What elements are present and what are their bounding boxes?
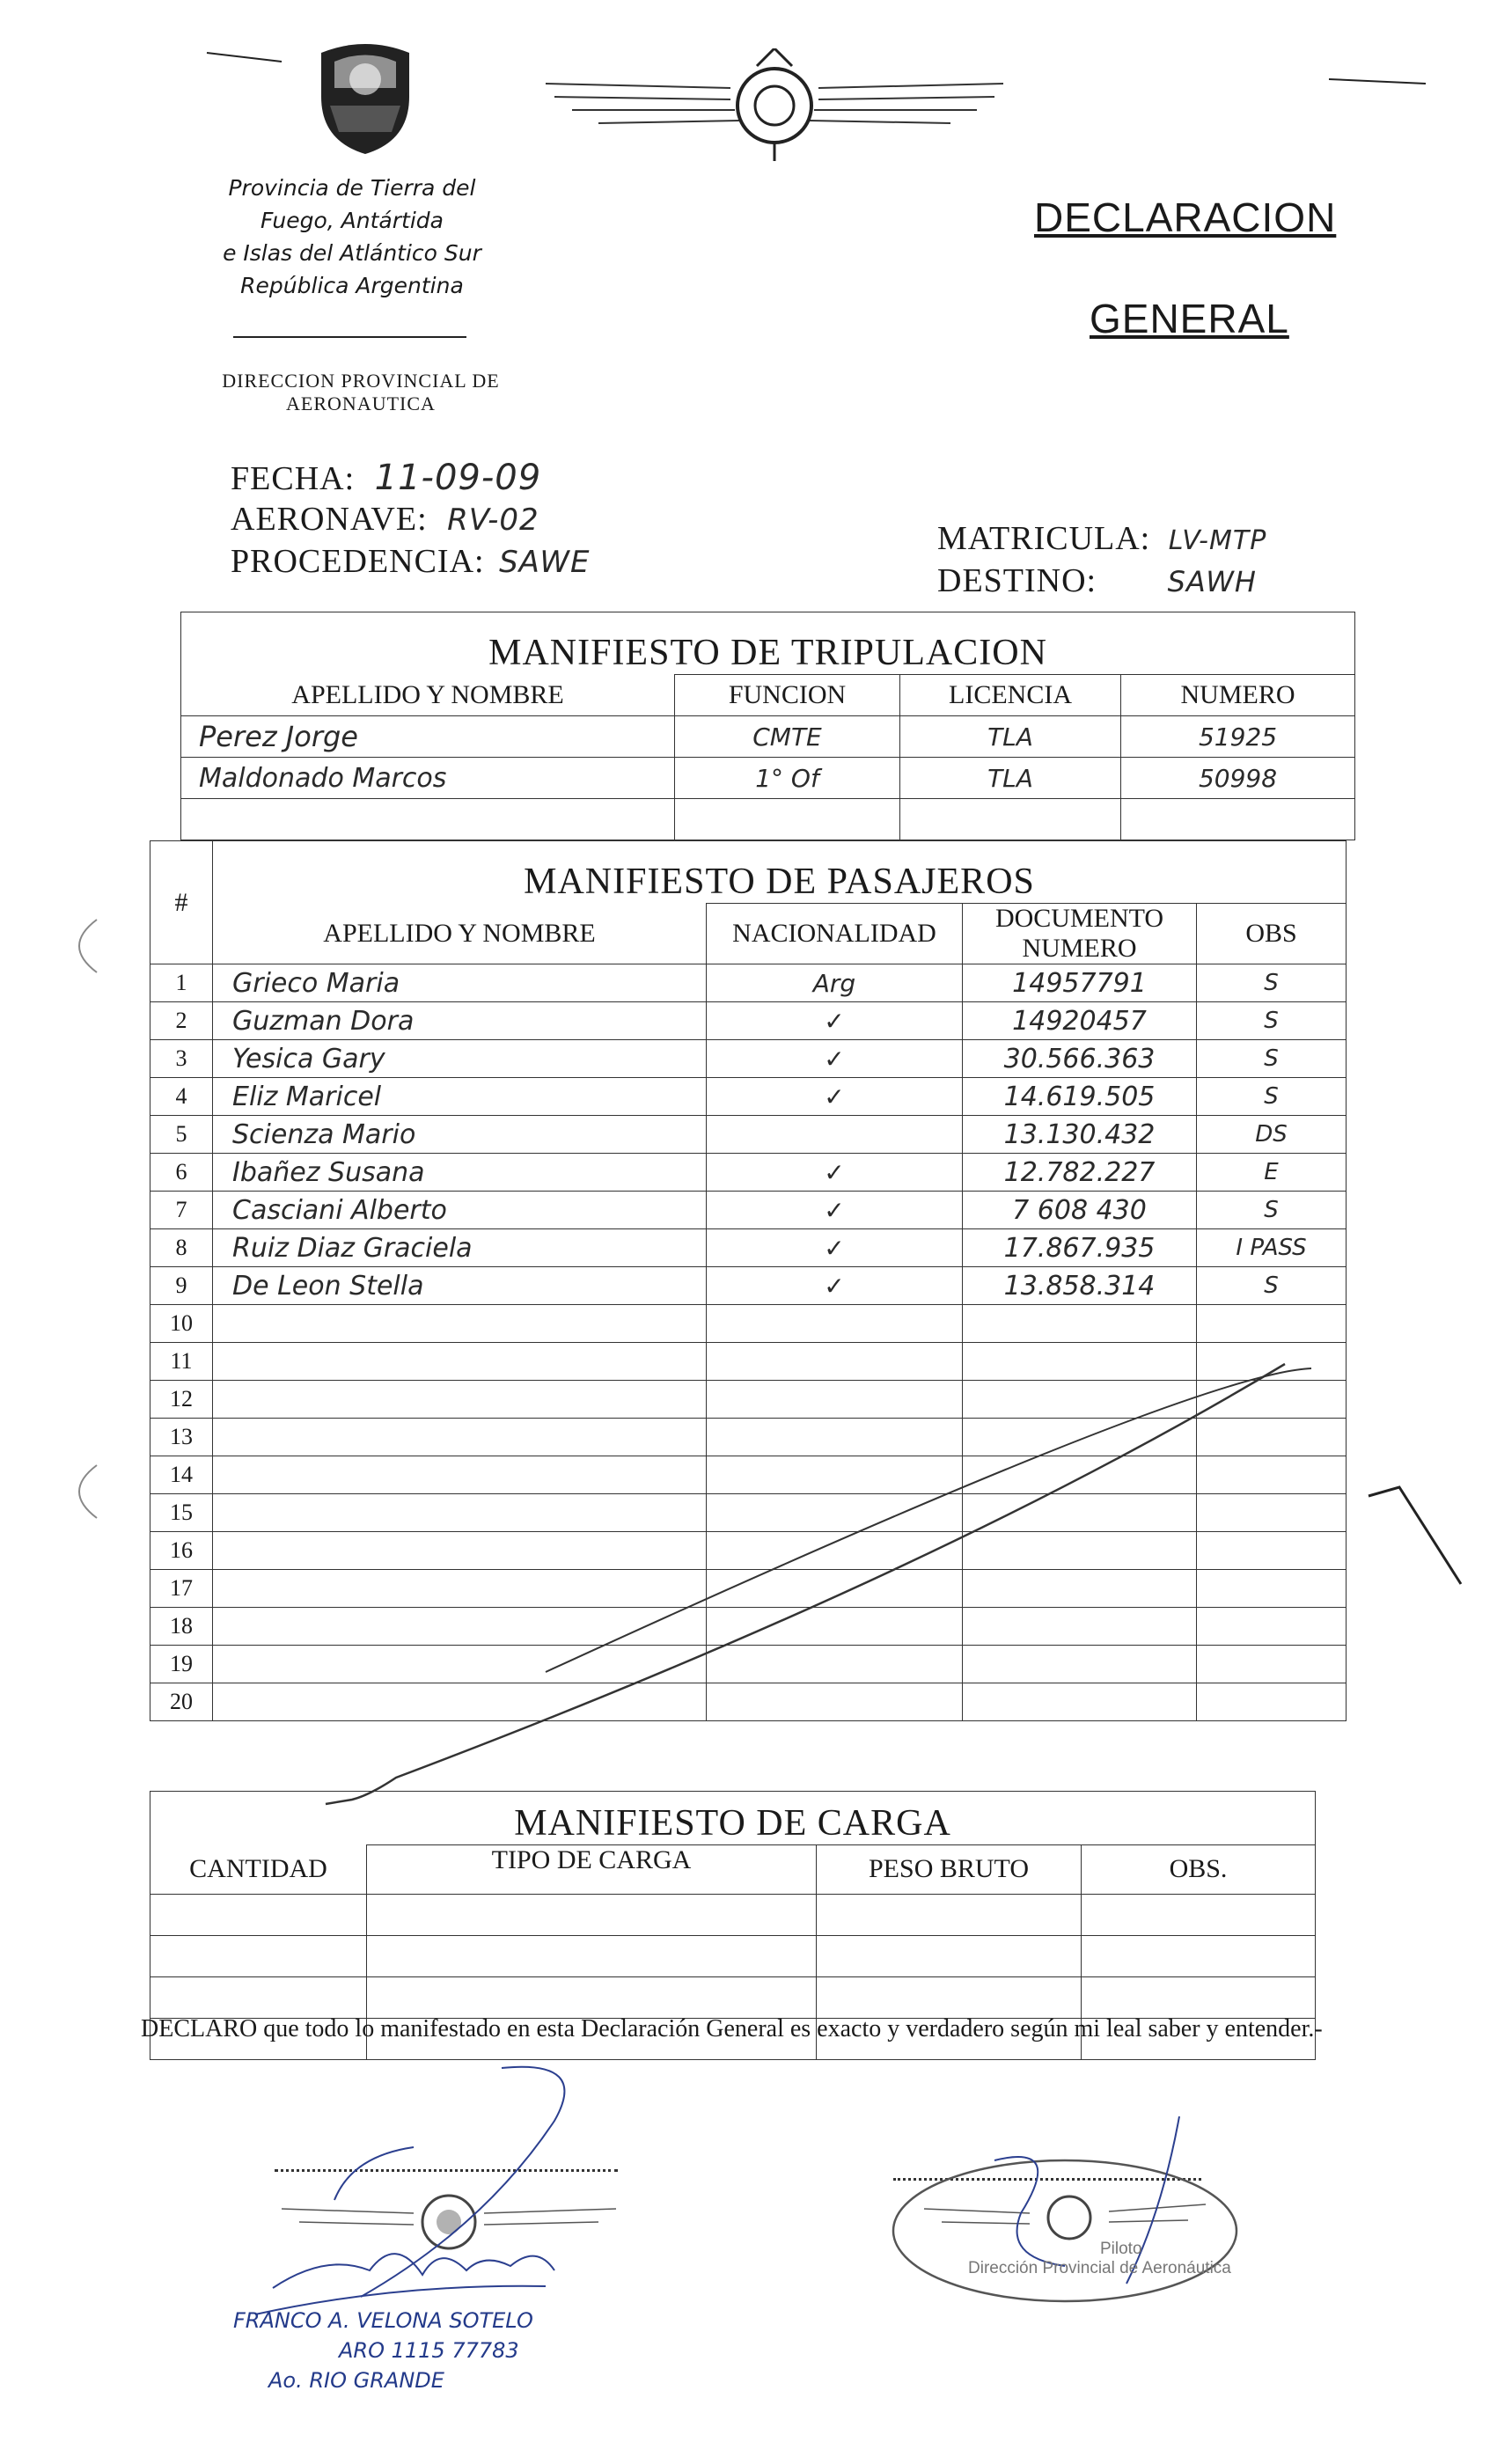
pax-nacionalidad: Arg xyxy=(707,964,963,1002)
direction-text xyxy=(176,370,546,415)
procedencia-label: PROCEDENCIA: xyxy=(231,543,485,580)
destino-value: SAWH xyxy=(1167,565,1257,598)
pax-nacionalidad: ✓ xyxy=(707,1267,963,1305)
pax-nacionalidad: ✓ xyxy=(707,1154,963,1192)
pilot-stamp xyxy=(889,2108,1250,2319)
pax-index: 5 xyxy=(150,1116,213,1154)
crew-numero: 51925 xyxy=(1121,716,1355,758)
pax-name: Grieco Maria xyxy=(213,964,707,1002)
matricula-row xyxy=(937,519,1266,558)
signer-details xyxy=(233,2306,533,2395)
pilot-stamp-text xyxy=(968,2240,1231,2278)
pax-documento: 13.130.432 xyxy=(963,1116,1197,1154)
aeronave-label: AERONAVE: xyxy=(231,501,428,538)
cancellation-strike-line xyxy=(317,1355,1320,1813)
province-underline xyxy=(233,336,466,338)
passenger-row xyxy=(150,964,1347,1002)
declaration-text: DECLARO que todo lo manifestado en esta Declaración General es exacto y verdadero según mi leal saber y entender.- xyxy=(141,2015,1323,2042)
signer-line: Ao. RIO GRANDE xyxy=(268,2368,444,2393)
pax-name: Casciani Alberto xyxy=(213,1192,707,1229)
pax-nacionalidad: ✓ xyxy=(707,1229,963,1267)
crew-numero xyxy=(1121,799,1355,840)
cargo-header-cantidad: CANTIDAD xyxy=(150,1845,367,1895)
crew-header-funcion: FUNCION xyxy=(675,675,900,716)
pax-index: 2 xyxy=(150,1002,213,1040)
direction-line: DIRECCION PROVINCIAL DE xyxy=(222,370,500,392)
pax-obs: E xyxy=(1197,1154,1347,1192)
pax-nacionalidad: ✓ xyxy=(707,1002,963,1040)
pax-obs xyxy=(1197,1305,1347,1343)
pax-index: 7 xyxy=(150,1192,213,1229)
cargo-row xyxy=(150,1894,1316,1935)
passenger-row xyxy=(150,1154,1347,1192)
matricula-value: LV-MTP xyxy=(1168,525,1267,556)
province-emblem xyxy=(304,35,427,158)
pax-index: 17 xyxy=(150,1570,213,1608)
pax-obs: S xyxy=(1197,1078,1347,1116)
cargo-header-obs: OBS. xyxy=(1082,1845,1316,1895)
crew-funcion xyxy=(675,799,900,840)
crew-row xyxy=(181,716,1355,758)
destino-label: DESTINO: xyxy=(937,562,1097,599)
scan-mark-top-left xyxy=(202,26,290,79)
pax-nacionalidad: ✓ xyxy=(707,1078,963,1116)
pax-name: Guzman Dora xyxy=(213,1002,707,1040)
pax-obs: S xyxy=(1197,1002,1347,1040)
pax-name: Scienza Mario xyxy=(213,1116,707,1154)
passenger-row xyxy=(150,1229,1347,1267)
pax-obs: S xyxy=(1197,1267,1347,1305)
pax-name: Eliz Maricel xyxy=(213,1078,707,1116)
crew-header-name: APELLIDO Y NOMBRE xyxy=(181,675,675,716)
pax-obs: S xyxy=(1197,964,1347,1002)
fecha-value: 11-09-09 xyxy=(374,458,542,498)
passenger-row xyxy=(150,1002,1347,1040)
pax-index: 13 xyxy=(150,1419,213,1456)
aeronave-value: RV-02 xyxy=(447,502,539,538)
crew-manifest-table xyxy=(180,612,1355,840)
matricula-label: MATRICULA: xyxy=(937,520,1151,557)
passenger-row xyxy=(150,1040,1347,1078)
pax-documento: 17.867.935 xyxy=(963,1229,1197,1267)
pax-index: 9 xyxy=(150,1267,213,1305)
pax-name: Yesica Gary xyxy=(213,1040,707,1078)
signer-line: ARO 1115 77783 xyxy=(339,2338,519,2363)
crew-name xyxy=(181,799,675,840)
pax-documento: 12.782.227 xyxy=(963,1154,1197,1192)
crew-numero: 50998 xyxy=(1121,758,1355,799)
province-line: e Islas del Atlántico Sur xyxy=(223,240,481,266)
province-line: República Argentina xyxy=(240,273,464,298)
signature-left xyxy=(220,2050,660,2341)
cargo-header-tipo: TIPO DE CARGA xyxy=(367,1845,817,1895)
pax-index: 6 xyxy=(150,1154,213,1192)
destino-row xyxy=(937,561,1257,600)
cargo-header-peso: PESO BRUTO xyxy=(817,1845,1082,1895)
pax-documento: 7 608 430 xyxy=(963,1192,1197,1229)
crew-licencia xyxy=(900,799,1121,840)
cargo-row xyxy=(150,1935,1316,1976)
hole-punch-2 xyxy=(57,1461,110,1522)
stamp-line: Dirección Provincial de Aeronáutica xyxy=(968,2259,1231,2277)
pax-obs: DS xyxy=(1197,1116,1347,1154)
pax-name: De Leon Stella xyxy=(213,1267,707,1305)
pax-title: MANIFIESTO DE PASAJEROS xyxy=(213,841,1347,904)
pax-index: 1 xyxy=(150,964,213,1002)
scan-mark-top-right xyxy=(1320,53,1435,106)
pax-index: 20 xyxy=(150,1683,213,1721)
pax-header-obs: OBS xyxy=(1197,904,1347,964)
pax-nacionalidad xyxy=(707,1116,963,1154)
pax-header-nacionalidad: NACIONALIDAD xyxy=(707,904,963,964)
pax-index: 19 xyxy=(150,1646,213,1683)
pax-index: 16 xyxy=(150,1532,213,1570)
pax-name: Ibañez Susana xyxy=(213,1154,707,1192)
crew-name: Perez Jorge xyxy=(181,716,675,758)
crew-licencia: TLA xyxy=(900,716,1121,758)
pax-index: 4 xyxy=(150,1078,213,1116)
pax-index: 12 xyxy=(150,1381,213,1419)
stamp-line: Piloto xyxy=(1100,2240,1142,2258)
crew-header-numero: NUMERO xyxy=(1121,675,1355,716)
pax-index: 11 xyxy=(150,1343,213,1381)
crew-licencia: TLA xyxy=(900,758,1121,799)
pax-index: 18 xyxy=(150,1608,213,1646)
pax-documento: 13.858.314 xyxy=(963,1267,1197,1305)
cargo-title: MANIFIESTO DE CARGA xyxy=(150,1792,1316,1845)
crew-name: Maldonado Marcos xyxy=(181,758,675,799)
pax-index: 14 xyxy=(150,1456,213,1494)
aeronave-row xyxy=(231,500,539,539)
pax-nacionalidad: ✓ xyxy=(707,1192,963,1229)
pax-index: 10 xyxy=(150,1305,213,1343)
crew-header-licencia: LICENCIA xyxy=(900,675,1121,716)
hole-punch-1 xyxy=(57,915,110,977)
cargo-row xyxy=(150,1976,1316,2018)
province-line: Provincia de Tierra del xyxy=(228,175,476,201)
province-line: Fuego, Antártida xyxy=(261,208,444,233)
crew-funcion: 1° Of xyxy=(675,758,900,799)
passenger-row xyxy=(150,1192,1347,1229)
pax-nacionalidad xyxy=(707,1305,963,1343)
pax-header-documento: DOCUMENTO NUMERO xyxy=(963,904,1197,964)
pax-documento: 30.566.363 xyxy=(963,1040,1197,1078)
passenger-row xyxy=(150,1305,1347,1343)
fecha-label: FECHA: xyxy=(231,460,356,497)
passenger-row xyxy=(150,1267,1347,1305)
procedencia-row xyxy=(231,542,590,581)
document-title-line1: DECLARACION xyxy=(1034,194,1337,240)
pax-header-name: APELLIDO Y NOMBRE xyxy=(213,904,707,964)
pax-name xyxy=(213,1305,707,1343)
crew-title: MANIFIESTO DE TRIPULACION xyxy=(181,612,1355,675)
pax-index: 8 xyxy=(150,1229,213,1267)
crew-funcion: CMTE xyxy=(675,716,900,758)
direction-line: AERONAUTICA xyxy=(286,392,436,414)
pax-documento xyxy=(963,1305,1197,1343)
passenger-row xyxy=(150,1116,1347,1154)
document-title-line2: GENERAL xyxy=(1090,296,1289,341)
pax-index: 15 xyxy=(150,1494,213,1532)
pax-obs: S xyxy=(1197,1040,1347,1078)
pax-nacionalidad: ✓ xyxy=(707,1040,963,1078)
pax-documento: 14.619.505 xyxy=(963,1078,1197,1116)
pax-name: Ruiz Diaz Graciela xyxy=(213,1229,707,1267)
signer-line: FRANCO A. VELONA SOTELO xyxy=(233,2308,533,2333)
crew-row xyxy=(181,799,1355,840)
aeronautica-wings-emblem xyxy=(537,48,1012,163)
pax-index: 3 xyxy=(150,1040,213,1078)
province-text xyxy=(189,172,515,302)
pax-documento: 14920457 xyxy=(963,1002,1197,1040)
pax-documento: 14957791 xyxy=(963,964,1197,1002)
pax-obs: S xyxy=(1197,1192,1347,1229)
scan-mark-right xyxy=(1364,1461,1470,1593)
procedencia-value: SAWE xyxy=(499,545,591,580)
passenger-row xyxy=(150,1078,1347,1116)
fecha-row xyxy=(231,458,541,498)
pax-header-index: # xyxy=(150,841,213,964)
crew-row xyxy=(181,758,1355,799)
pax-obs: I PASS xyxy=(1197,1229,1347,1267)
